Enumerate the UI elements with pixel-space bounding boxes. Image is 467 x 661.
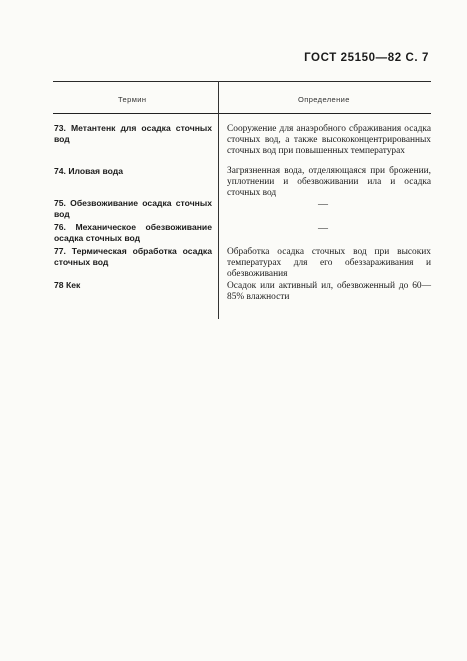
definition-74: Загрязненная вода, отделяющаяся при брожении, уплотнении и обезвоживании ила и осадка сточных вод — [227, 166, 431, 198]
definition-78: Осадок или активный ил, обезвоженный до 60—85% влажности — [227, 281, 431, 302]
column-header-definition: Определение — [298, 95, 350, 104]
definition-75-dash: — — [318, 199, 328, 210]
term-76: 76. Механическое обезвоживание осадка сточных вод — [54, 222, 212, 243]
definition-76-dash: — — [318, 223, 328, 234]
term-74: 74. Иловая вода — [54, 166, 123, 176]
term-73: 73. Метантенк для осадка сточных вод — [54, 123, 212, 144]
page-header: ГОСТ 25150—82 С. 7 — [304, 52, 429, 64]
table-header-rule — [53, 113, 431, 114]
term-77: 77. Термическая обработка осадка сточных вод — [54, 246, 212, 267]
column-divider — [218, 81, 219, 319]
definition-77: Обработка осадка сточных вод при высоких температурах для его обеззараживания и обезвоживания — [227, 247, 431, 279]
term-78: 78 Кек — [54, 280, 81, 290]
table-top-rule — [53, 81, 431, 82]
definition-73: Сооружение для анаэробного сбраживания осадка сточных вод, а также высококонцентрированных сточных вод при повышенных температурах — [227, 124, 431, 156]
term-75: 75. Обезвоживание осадка сточных вод — [54, 198, 212, 219]
column-header-term: Термин — [118, 95, 147, 104]
